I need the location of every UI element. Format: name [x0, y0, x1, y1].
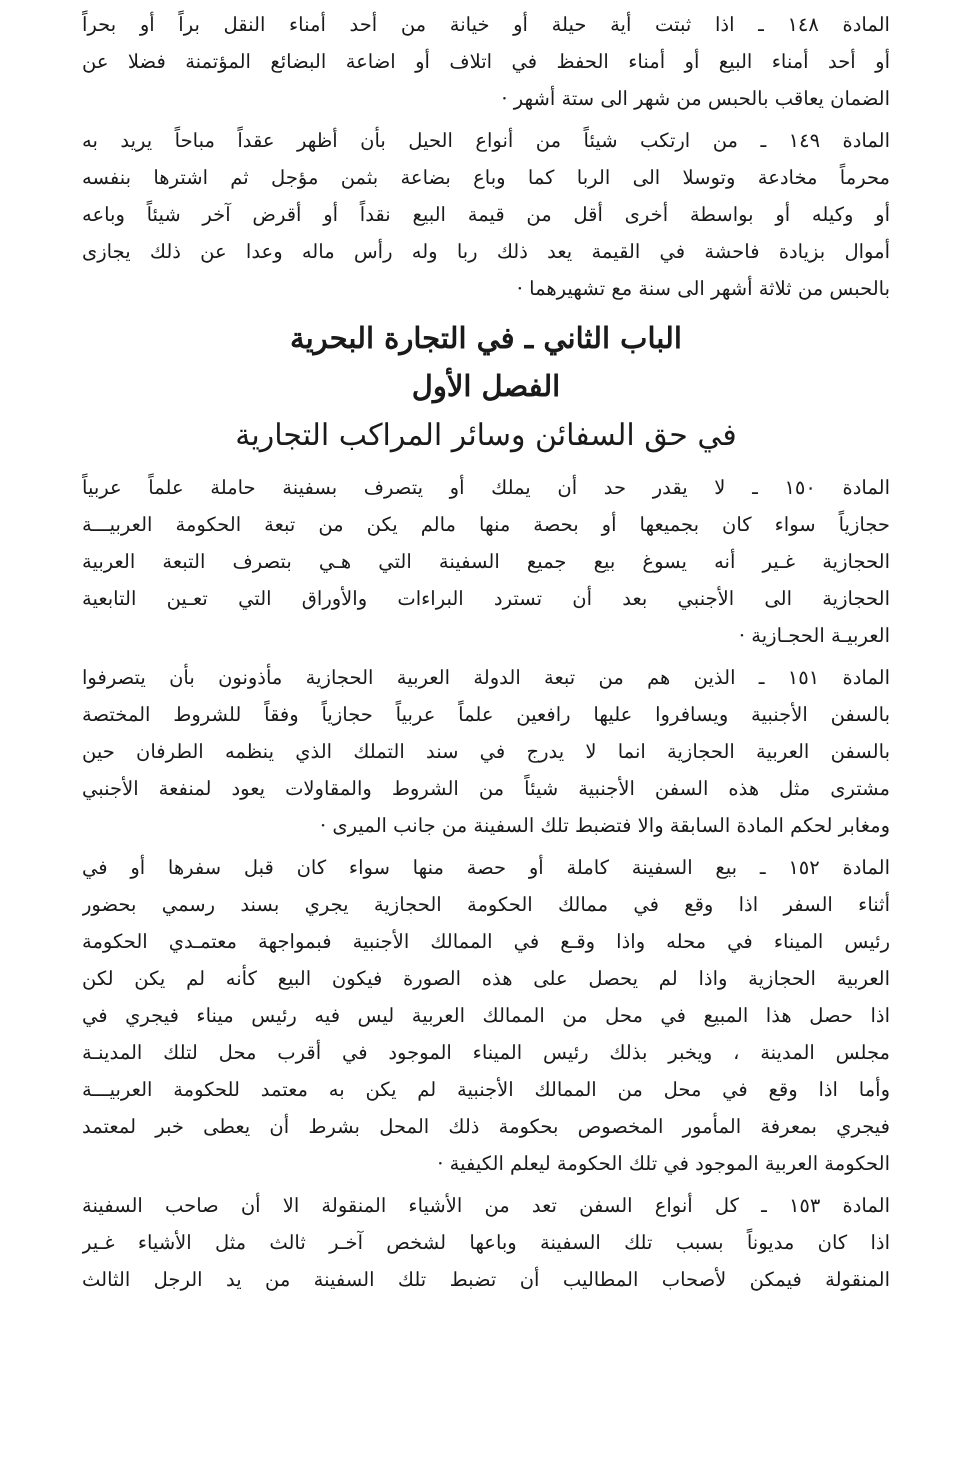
- article-151: [82, 659, 890, 844]
- text-line: وأما اذا وقع في محل من الممالك الأجنبية لم يكن به معتمد للحكومة العربيـــة: [82, 1078, 890, 1101]
- article-150: [82, 469, 890, 654]
- text-line: الحجازية غـير أنه يسوغ بيع جميع السفينة التي هـي بتصرف التبعة العربية: [82, 550, 890, 573]
- text-line: المادة ١٥٣ ـ كل أنواع السفن تعد من الأشياء المنقولة الا أن صاحب السفينة: [82, 1194, 890, 1217]
- text-line: العربيـة الحجـازية ·: [738, 624, 890, 647]
- text-line: المنقولة فيمكن لأصحاب المطاليب أن تضبط تلك السفينة من يد الرجل الثالث: [82, 1268, 890, 1291]
- article-148: [82, 6, 890, 117]
- text-line: أموال بزيادة فاحشة في القيمة يعد ذلك ربا وله رأس ماله وعدا عن ذلك يجازى: [82, 240, 890, 263]
- chapter-heading: الفصل الأول: [411, 369, 561, 403]
- text-line: المادة ١٤٩ ـ من ارتكب شيئاً من أنواع الحيل بأن أظهر عقداً مباحاً يريد به: [82, 129, 890, 152]
- text-line: أثناء السفر اذا وقع في ممالك الحكومة الحجازية يجري بسند رسمي بحضور: [82, 893, 890, 916]
- articles-top: [82, 6, 890, 307]
- articles-bottom: [82, 469, 890, 1298]
- text-line: بالسفن الأجنبية ويسافروا عليها رافعين علماً عربياً حجازياً وفقاً للشروط المختصة: [82, 703, 890, 726]
- text-line: فيجري بمعرفة المأمور المخصوص بحكومة ذلك المحل بشرط أن يعطى خبر لمعتمد: [82, 1115, 890, 1138]
- text-line: مشترى مثل هذه السفن الأجنبية شيئاً من الشروط والمقاولات يعود لمنفعة الأجنبي: [82, 777, 890, 800]
- text-line: الضمان يعاقب بالحبس من شهر الى ستة أشهر ·: [501, 87, 890, 110]
- text-line: محرماً مخادعة وتوسلا الى الربا كما وباع بضاعة بثمن مؤجل ثم اشترها بنفسه: [82, 166, 890, 189]
- text-line: العربية الحجازية واذا لم يحصل على هذه الصورة فيكون البيع كأنه لم يكن لكن: [82, 967, 890, 990]
- text-line: ومغابر لحكم المادة السابقة والا فتضبط تلك السفينة من جانب الميرى ·: [320, 814, 890, 837]
- text-line: بالحبس من ثلاثة أشهر الى سنة مع تشهيرهما ·: [516, 277, 890, 300]
- chapter-subtitle: في حق السفائن وسائر المراكب التجارية: [235, 418, 737, 453]
- text-line: حجازياً سواء كان بجميعها أو بحصة منها مالم يكن من تبعة الحكومة العربيـــة: [82, 513, 890, 536]
- text-line: اذا حصل هذا المبيع في محل من الممالك العربية ليس فيه رئيس ميناء فيجري في: [82, 1004, 890, 1027]
- text-line: الحكومة العربية الموجود في تلك الحكومة ليعلم الكيفية ·: [437, 1152, 890, 1175]
- text-line: المادة ١٤٨ ـ اذا ثبتت أية حيلة أو خيانة من أحد أمناء النقل براً أو بحراً: [82, 13, 890, 36]
- text-line: أو وكيله أو بواسطة أخرى أقل من قيمة البيع نقداً أو أقرض آخر شيئاً وباعه: [82, 203, 890, 226]
- text-line: مجلس المدينة ، ويخبر بذلك رئيس الميناء الموجود في أقرب محل لتلك المدينـة: [82, 1041, 890, 1064]
- text-line: أو أحد أمناء البيع أو أمناء الحفظ في اتلاف أو اضاعة البضائع المؤتمنة فضلا عن: [82, 50, 890, 73]
- text-line: بالسفن العربية الحجازية انما لا يدرج في سند التملك الذي ينظمه الطرفان حين: [82, 740, 890, 763]
- text-line: اذا كان مديوناً بسبب تلك السفينة وباعها لشخص آخـر ثالث مثل الأشياء غـير: [82, 1231, 890, 1254]
- text-line: المادة ١٥٢ ـ بيع السفينة كاملة أو حصة منها سواء كان قبل سفرها أو في: [82, 856, 890, 879]
- part-heading: الباب الثاني ـ في التجارة البحرية: [290, 321, 682, 355]
- article-153: [82, 1187, 890, 1298]
- text-line: رئيس الميناء في محله واذا وقـع في الممالك الأجنبية فبمواجهة معتمـدي الحكومة: [82, 930, 890, 953]
- text-line: الحجازية الى الأجنبي بعد أن تسترد البراءات والأوراق التي تعـين التابعية: [82, 587, 890, 610]
- article-152: [82, 849, 890, 1182]
- document-page: [82, 6, 890, 1303]
- article-149: [82, 122, 890, 307]
- text-line: المادة ١٥١ ـ الذين هم من تبعة الدولة العربية الحجازية مأذونون بأن يتصرفوا: [82, 666, 890, 689]
- text-line: المادة ١٥٠ ـ لا يقدر حد أن يملك أو يتصرف بسفينة حاملة علماً عربياً: [82, 476, 890, 499]
